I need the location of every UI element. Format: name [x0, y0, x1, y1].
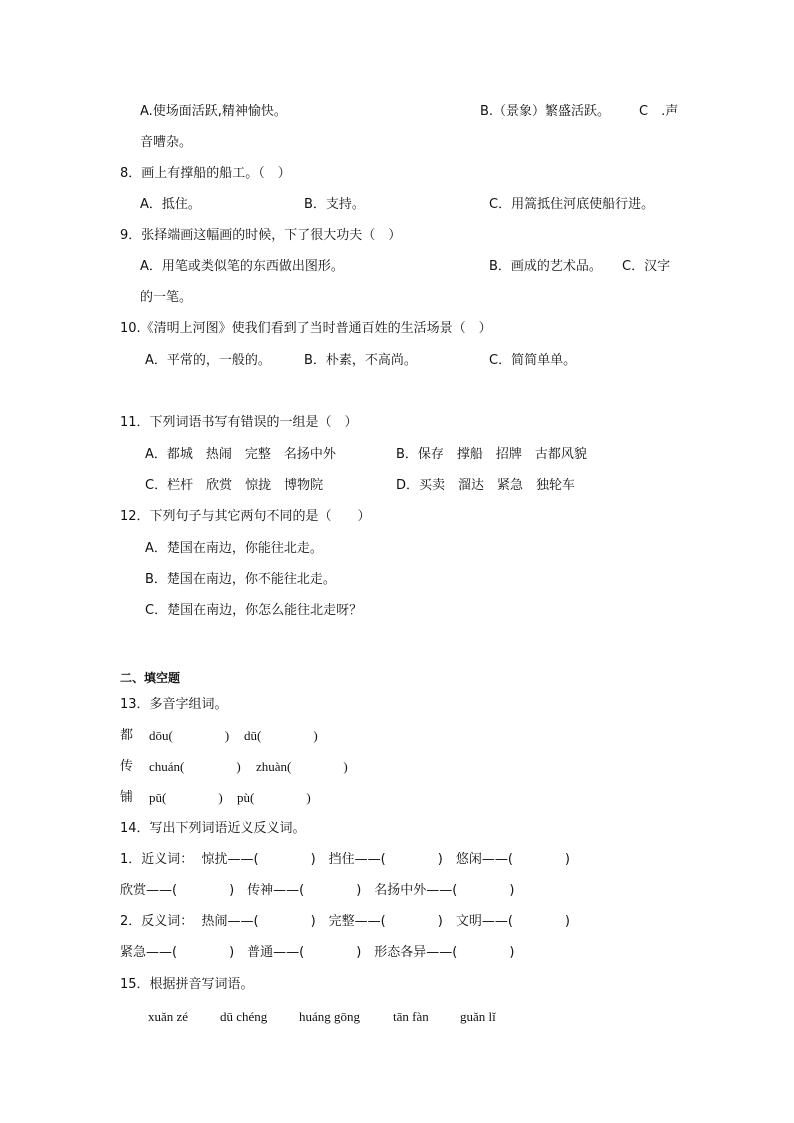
- q15-pinyin: guǎn lǐ: [460, 1009, 496, 1024]
- q10-stem: 10.《清明上河图》使我们看到了当时普通百姓的生活场景（ ）: [120, 321, 492, 336]
- q13-pinyin-blank[interactable]: dū( ): [244, 728, 318, 743]
- q13-char: 都: [120, 728, 134, 743]
- q11-option-a: A．都城 热闹 完整 名扬中外: [145, 447, 336, 462]
- q14-antonym-line[interactable]: 2．反义词： 热闹——( ) 完整——( ) 文明——( ): [120, 914, 570, 929]
- section-title: 二、填空题: [120, 671, 181, 685]
- q13-pinyin-blank[interactable]: chuán( ): [149, 759, 241, 774]
- q11-option-b: B．保存 撑船 招牌 古都风貌: [396, 447, 587, 462]
- q8-option-a: A．抵住。: [140, 197, 201, 212]
- q11-option-c: C．栏杆 欣赏 惊拢 博物院: [145, 478, 324, 493]
- q10-option-c: C．简简单单。: [489, 353, 577, 368]
- q7-option-c: C .声: [639, 104, 679, 119]
- q14-stem: 14．写出下列词语近义反义词。: [120, 821, 306, 836]
- q7-option-a: A.使场面活跃,精神愉快。: [140, 104, 287, 119]
- q14-antonym-line[interactable]: 紧急——( ) 普通——( ) 形态各异——( ): [120, 945, 515, 960]
- q15-pinyin: dū chéng: [220, 1009, 268, 1024]
- q13-pinyin-blank[interactable]: pū( ): [149, 790, 223, 805]
- q15-pinyin: xuǎn zé: [148, 1009, 189, 1024]
- q7-option-c-continued: 音嘈杂。: [140, 135, 193, 150]
- q12-option-b: B．楚国在南边，你不能往北走。: [145, 572, 336, 587]
- q11-option-d: D．买卖 溜达 紧急 独轮车: [396, 478, 576, 493]
- q13-pinyin-blank[interactable]: dōu( ): [149, 728, 230, 743]
- q8-option-c: C．用篙抵住河底使船行进。: [489, 197, 655, 212]
- q9-option-c-continued: 的一笔。: [140, 290, 193, 305]
- q13-pinyin-blank[interactable]: zhuàn( ): [256, 759, 348, 774]
- q12-option-a: A．楚国在南边，你能往北走。: [145, 541, 323, 556]
- q14-synonym-line[interactable]: 1．近义词： 惊扰——( ) 挡住——( ) 悠闲——( ): [120, 852, 570, 867]
- q9-option-c: C．汉字: [622, 259, 671, 274]
- q15-pinyin: huáng gōng: [299, 1009, 361, 1024]
- q10-option-b: B．朴素，不高尚。: [304, 353, 417, 368]
- q13-stem: 13．多音字组词。: [120, 697, 228, 712]
- q9-option-b: B．画成的艺术品。: [489, 259, 602, 274]
- q12-stem: 12．下列句子与其它两句不同的是（ ）: [120, 509, 371, 524]
- q13-pinyin-blank[interactable]: pù( ): [237, 790, 311, 805]
- q7-option-b: B.（景象）繁盛活跃。: [480, 104, 611, 119]
- q10-option-a: A．平常的，一般的。: [145, 353, 271, 368]
- q9-option-a: A．用笔或类似笔的东西做出图形。: [140, 259, 344, 274]
- q11-stem: 11．下列词语书写有错误的一组是（ ）: [120, 415, 358, 430]
- q15-pinyin: tān fàn: [393, 1009, 429, 1024]
- q15-stem: 15．根据拼音写词语。: [120, 977, 254, 992]
- q8-option-b: B．支持。: [304, 197, 365, 212]
- q13-char: 传: [120, 759, 134, 774]
- q9-stem: 9．张择端画这幅画的时候，下了很大功夫（ ）: [120, 228, 402, 243]
- q13-char: 铺: [120, 790, 134, 805]
- q12-option-c: C．楚国在南边，你怎么能往北走呀？: [145, 603, 363, 618]
- q8-stem: 8．画上有撑船的船工。（ ）: [120, 166, 291, 181]
- q14-synonym-line[interactable]: 欣赏——( ) 传神——( ) 名扬中外——( ): [120, 883, 515, 898]
